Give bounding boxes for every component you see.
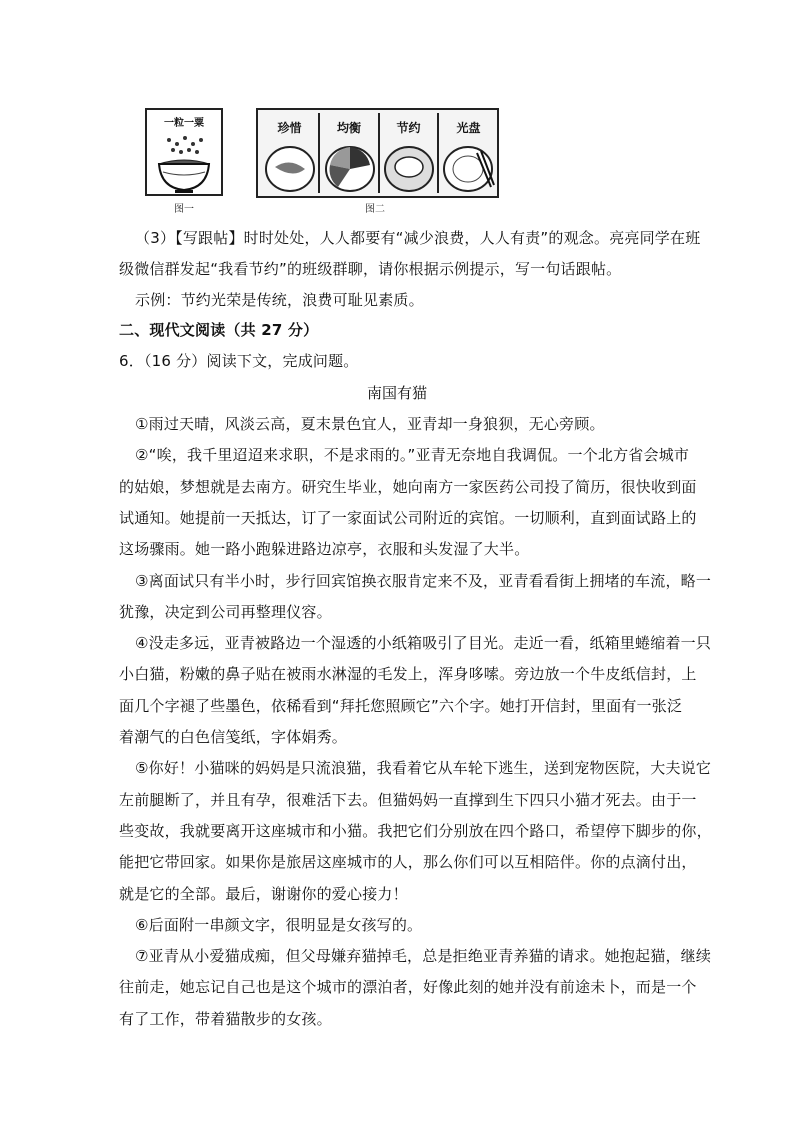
figure-two-panel-balance	[320, 113, 380, 193]
article-line: ①雨过天晴，风淡云高，夏末景色宜人，亚青却一身狼狈，无心旁顾。	[135, 415, 605, 433]
bowl-icon	[380, 137, 439, 193]
panel-label: 光盘	[456, 121, 481, 135]
empty-plate-icon	[439, 137, 498, 193]
article-line: 试通知。她提前一天抵达，订了一家面试公司附近的宾馆。一切顺利，直到面试路上的	[119, 509, 697, 527]
figure-two-caption: 图二	[365, 204, 385, 215]
section-heading: 二、现代文阅读（共 27 分）	[119, 321, 319, 339]
rice-bowl-icon	[147, 130, 221, 194]
article-line: 小白猫，粉嫩的鼻子贴在被雨水淋湿的毛发上，浑身哆嗦。旁边放一个牛皮纸信封，上	[119, 665, 697, 683]
article-line: 能把它带回家。如果你是旅居这座城市的人，那么你们可以互相陪伴。你的点滴付出，	[119, 853, 697, 871]
figure-two	[256, 108, 499, 198]
figure-two-panel-save	[380, 113, 439, 193]
figure-one-heading: 一粒一粟	[164, 118, 204, 129]
plate-icon	[261, 137, 320, 193]
question-3-line-1: （3）【写跟帖】时时处处，人人都要有“减少浪费，人人有责”的观念。亮亮同学在班	[135, 229, 701, 247]
question-3-line-2: 级微信群发起“我看节约”的班级群聊，请你根据示例提示，写一句话跟帖。	[119, 260, 622, 278]
figure-one	[145, 108, 223, 196]
article-line: 就是它的全部。最后，谢谢你的爱心接力！	[119, 885, 408, 903]
article-line: 的姑娘，梦想就是去南方。研究生毕业，她向南方一家医药公司投了简历，很快收到面	[119, 478, 697, 496]
figure-two-panel-clean-plate	[439, 113, 498, 193]
figure-two-panel-cherish	[261, 113, 320, 193]
article-title: 南国有猫	[366, 384, 427, 402]
article-line: ②“唉，我千里迢迢来求职，不是求雨的。”亚青无奈地自我调侃。一个北方省会城市	[135, 446, 690, 464]
article-line: 这场骤雨。她一路小跑躲进路边凉亭，衣服和头发湿了大半。	[119, 540, 530, 558]
article-line: 面几个字褪了些墨色，依稀看到“拜托您照顾它”六个字。她打开信封，里面有一张泛	[119, 697, 683, 715]
figure-one-caption: 图一	[174, 204, 194, 215]
plate-icon	[320, 137, 380, 193]
article-line: ⑦亚青从小爱猫成痴，但父母嫌弃猫掉毛，总是拒绝亚青养猫的请求。她抱起猫，继续	[135, 947, 712, 965]
panel-label: 珍惜	[277, 121, 302, 135]
article-line: 有了工作，带着猫散步的女孩。	[119, 1010, 332, 1028]
question-3-example: 示例：节约光荣是传统，浪费可耻见素质。	[135, 291, 424, 309]
article-line: ④没走多远，亚青被路边一个湿透的小纸箱吸引了目光。走近一看，纸箱里蜷缩着一只	[135, 634, 712, 652]
article-line: 犹豫，决定到公司再整理仪容。	[119, 603, 332, 621]
article-line: 些变故，我就要离开这座城市和小猫。我把它们分别放在四个路口，希望停下脚步的你，	[119, 822, 712, 840]
article-line: ⑥后面附一串颜文字，很明显是女孩写的。	[135, 916, 423, 934]
panel-label: 节约	[396, 121, 421, 135]
panel-label: 均衡	[336, 121, 361, 135]
question-6-prompt: 6．（16 分）阅读下文，完成问题。	[119, 352, 359, 370]
article-line: 左前腿断了，并且有孕，很难活下去。但猫妈妈一直撑到生下四只小猫才死去。由于一	[119, 791, 697, 809]
article-line: ⑤你好！小猫咪的妈妈是只流浪猫，我看着它从车轮下逃生，送到宠物医院，大夫说它	[135, 759, 712, 777]
article-line: 着潮气的白色信笺纸，字体娟秀。	[119, 728, 348, 746]
article-line: 往前走，她忘记自己也是这个城市的漂泊者，好像此刻的她并没有前途未卜，而是一个	[119, 978, 697, 996]
article-line: ③离面试只有半小时，步行回宾馆换衣服肯定来不及，亚青看看街上拥堵的车流，略一	[135, 572, 712, 590]
